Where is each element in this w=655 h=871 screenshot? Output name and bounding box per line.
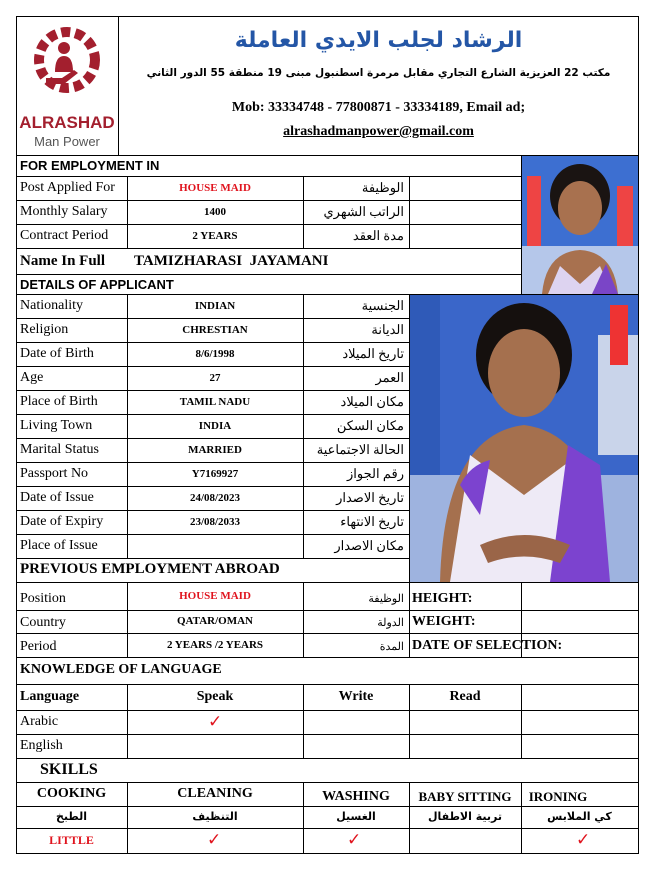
value-prev-period: 2 YEARS /2 YEARS — [166, 639, 264, 651]
label-name: Name In Full — [20, 253, 106, 269]
label-height: HEIGHT: — [412, 591, 473, 606]
label-post: Post Applied For — [20, 180, 115, 195]
label-issue-place: Place of Issue — [20, 538, 98, 553]
label-expiry-date: Date of Expiry — [20, 514, 104, 529]
ar-passport: رقم الجواز — [347, 466, 404, 481]
label-salary: Monthly Salary — [20, 204, 108, 219]
ar-issue-date: تاريخ الاصدار — [336, 490, 404, 505]
skill-baby-sitting-ar: تربية الاطفال — [427, 810, 502, 823]
ar-contract: مدة العقد — [352, 228, 404, 243]
company-logo — [18, 20, 116, 152]
ar-marital: الحالة الاجتماعية — [316, 442, 404, 457]
company-address: مكتب 22 العزيزية الشارع التجاري مقابل مرمرة اسطنبول مبنى 19 منطقة 55 الدور الثاني — [146, 67, 611, 79]
value-age: 27 — [209, 372, 221, 384]
skill-ironing-ar: كي الملابس — [547, 810, 612, 823]
skill-ironing: IRONING — [528, 789, 588, 804]
value-issue-date: 24/08/2023 — [189, 492, 241, 504]
value-contract: 2 YEARS — [192, 230, 238, 242]
ar-salary: الراتب الشهري — [323, 204, 404, 219]
skill-cooking-ar: الطبخ — [55, 810, 88, 823]
value-post: HOUSE MAID — [179, 182, 251, 194]
value-passport: Y7169927 — [191, 468, 239, 480]
ar-pob: مكان الميلاد — [340, 394, 404, 409]
ar-religion: الديانة — [371, 322, 404, 337]
ar-living-town: مكان السكن — [336, 418, 404, 433]
ar-issue-place: مكان الاصدار — [334, 538, 404, 553]
skill-washing: WASHING — [322, 789, 390, 804]
value-salary: 1400 — [204, 206, 226, 218]
skill-cooking: COOKING — [36, 786, 107, 801]
label-prev-position: Position — [20, 591, 66, 606]
label-nationality: Nationality — [20, 298, 83, 313]
logo-name: ALRASHAD — [19, 113, 115, 132]
company-phones: Mob: 33334748 - 77800871 - 33334189, Email ad; — [231, 100, 526, 115]
label-issue-date: Date of Issue — [20, 490, 94, 505]
skill-washing-ar: الغسيل — [336, 810, 376, 823]
applicant-photo-small — [522, 156, 638, 294]
company-title: الرشاد لجلب الايدي العاملة — [234, 28, 523, 53]
applicant-photo-large — [410, 295, 638, 582]
ar-prev-period: المدة — [379, 641, 404, 653]
label-weight: WEIGHT: — [412, 614, 476, 629]
section-employment: FOR EMPLOYMENT IN — [20, 158, 160, 173]
section-language: KNOWLEDGE OF LANGUAGE — [20, 662, 222, 677]
ar-prev-country: الدولة — [377, 617, 404, 629]
value-pob: TAMIL NADU — [179, 396, 251, 408]
header-speak: Speak — [196, 689, 234, 704]
label-prev-period: Period — [20, 639, 57, 654]
section-skills: SKILLS — [40, 761, 98, 778]
skill-cooking-value: LITTLE — [49, 833, 94, 847]
header-language: Language — [20, 689, 80, 704]
ar-prev-position: الوظيفة — [368, 593, 404, 605]
ar-age: العمر — [375, 370, 404, 385]
value-dob: 8/6/1998 — [195, 348, 235, 360]
label-selection-date: DATE OF SELECTION: — [412, 638, 563, 653]
ar-nationality: الجنسية — [361, 298, 404, 313]
logo-mark-icon — [18, 20, 116, 110]
skill-baby-sitting: BABY SITTING — [418, 789, 512, 804]
label-contract: Contract Period — [20, 228, 109, 243]
label-pob: Place of Birth — [20, 394, 98, 409]
company-email[interactable]: alrashadmanpower@gmail.com — [283, 124, 474, 139]
skill-cleaning-ar: التنظيف — [192, 810, 238, 823]
skill-cleaning: CLEANING — [177, 786, 253, 801]
label-living-town: Living Town — [20, 418, 93, 433]
label-dob: Date of Birth — [20, 346, 94, 361]
value-nationality: INDIAN — [194, 300, 236, 312]
ar-post: الوظيفة — [361, 180, 404, 195]
section-applicant: DETAILS OF APPLICANT — [20, 277, 174, 292]
value-name: TAMIZHARASI JAYAMANI — [134, 253, 329, 269]
skill-cleaning-check-icon: ✓ — [207, 830, 222, 849]
label-prev-country: Country — [20, 615, 66, 630]
header-read: Read — [449, 689, 481, 704]
label-age: Age — [20, 370, 44, 385]
lang-arabic: Arabic — [20, 714, 59, 729]
label-passport: Passport No — [20, 466, 89, 481]
lang-english: English — [20, 738, 63, 753]
value-religion: CHRESTIAN — [182, 324, 248, 336]
skill-ironing-check-icon: ✓ — [576, 830, 591, 849]
value-prev-country: QATAR/OMAN — [177, 615, 253, 627]
label-marital: Marital Status — [20, 442, 99, 457]
label-religion: Religion — [20, 322, 69, 337]
value-marital: MARRIED — [188, 444, 242, 456]
value-prev-position: HOUSE MAID — [179, 590, 251, 602]
value-expiry-date: 23/08/2033 — [189, 516, 241, 528]
arabic-speak-check-icon: ✓ — [208, 712, 223, 731]
section-previous: PREVIOUS EMPLOYMENT ABROAD — [20, 561, 280, 577]
ar-expiry-date: تاريخ الانتهاء — [340, 514, 404, 529]
skill-washing-check-icon: ✓ — [347, 830, 362, 849]
value-living-town: INDIA — [198, 420, 232, 432]
ar-dob: تاريخ الميلاد — [342, 346, 404, 361]
logo-subtitle: Man Power — [34, 134, 100, 149]
header-write: Write — [338, 689, 374, 704]
